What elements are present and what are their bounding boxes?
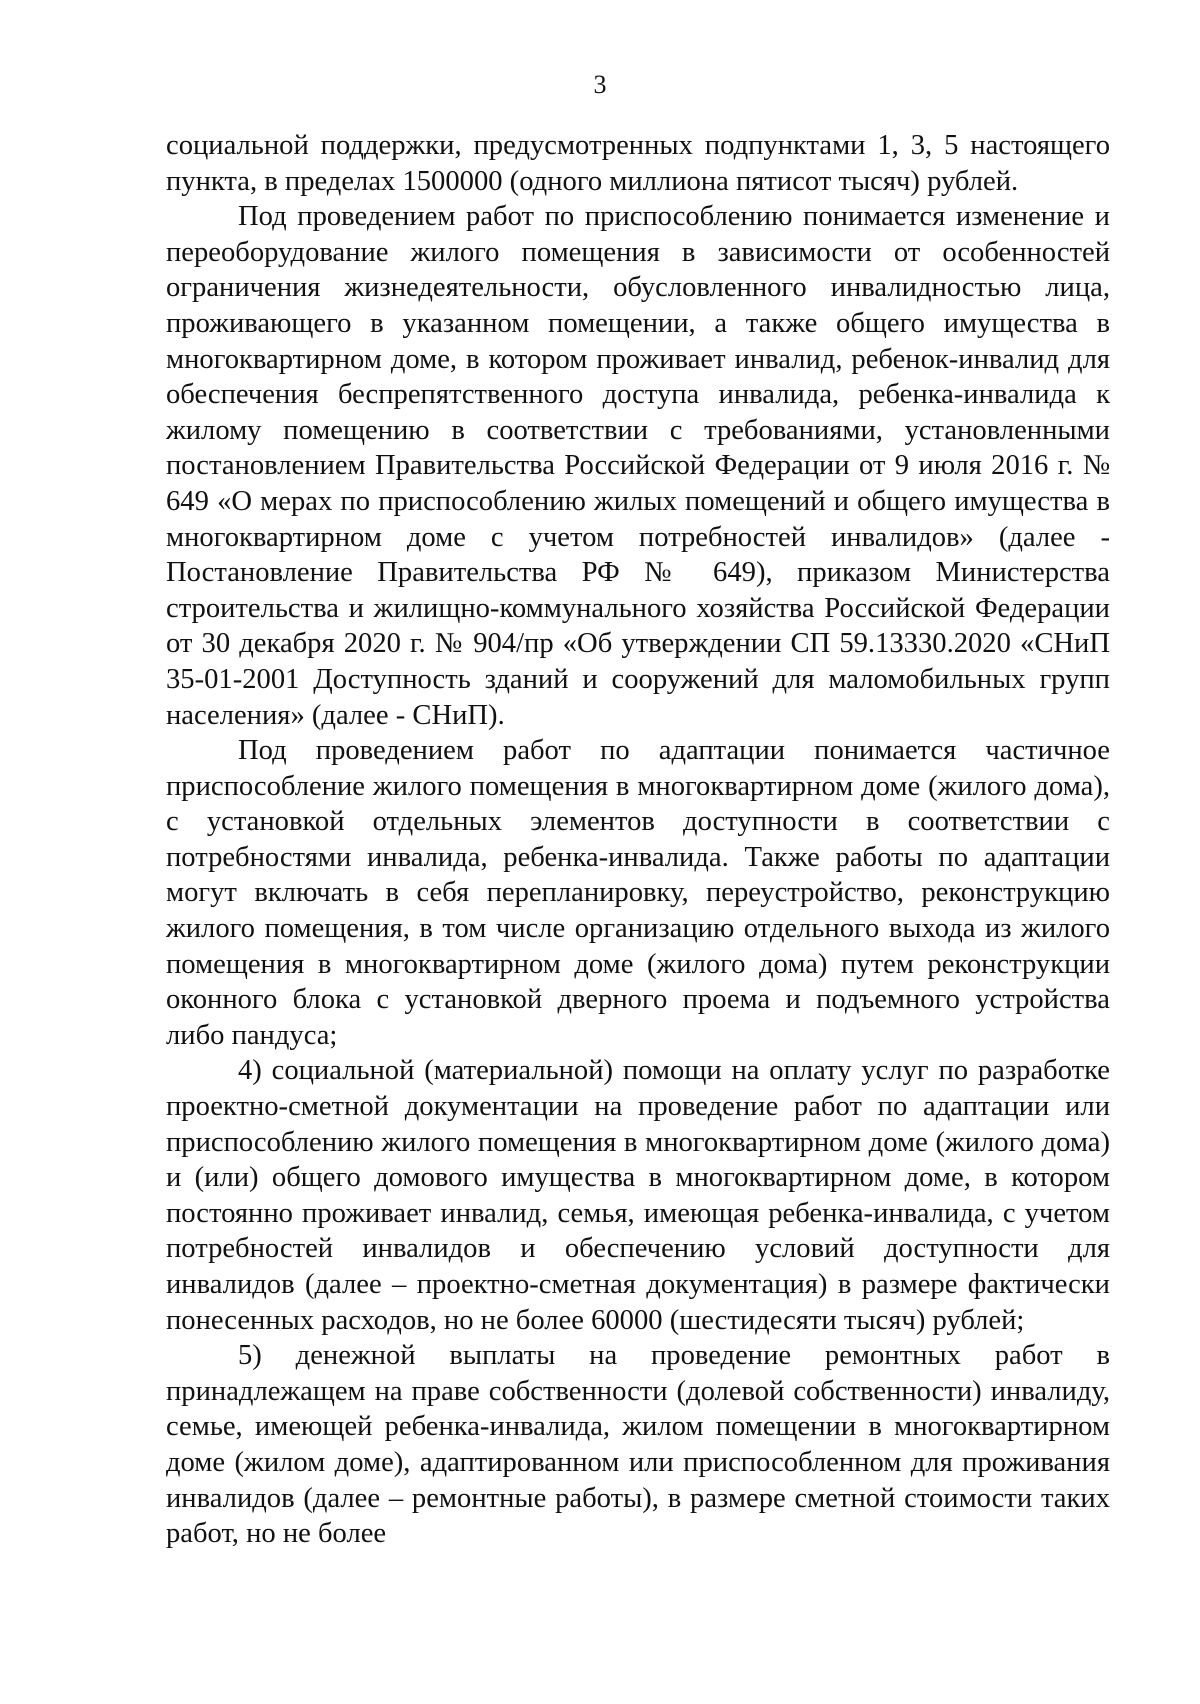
paragraph-adaptation-definition: Под проведением работ по приспособлению понимается изменение и переоборудование жилого помещения в зависимости от особенностей ограничения жизнедеятельности, обусловленного инвалидностью лица, проживающего в указанном помещении, а также общего имущества в многоквартирном доме, в котором проживает инвалид, ребенок-инвалид для обеспечения беспрепятственного доступа инвалида, ребенка-инвалида к жилому помещению в соответствии с требованиями, установленными постановлением Правительства Российской Федерации от 9 июля 2016 г. № 649 «О мерах по приспособлению жилых помещений и общего имущества в многоквартирном доме с учетом потребностей инвалидов» (далее - Постановление Правительства РФ № 649), приказом Министерства строительства и жилищно-коммунального хозяйства Российской Федерации от 30 декабря 2020 г. № 904/пр «Об утверждении СП 59.13330.2020 «СНиП 35-01-2001 Доступность зданий и сооружений для маломобильных групп населения» (далее - СНиП). xyxy=(166,201,1110,731)
paragraph-item-4: 4) социальной (материальной) помощи на оплату услуг по разработке проектно-сметной документации на проведение работ по адаптации или приспособлению жилого помещения в многоквартирном доме (жилого дома) и (или) общего домового имущества в многоквартирном доме, в котором постоянно проживает инвалид, семья, имеющая ребенка-инвалида, с учетом потребностей инвалидов и обеспечению условий доступности для инвалидов (далее – проектно-сметная документация) в размере фактически понесенных расходов, но не более 60000 (шестидесяти тысяч) рублей; xyxy=(166,1055,1110,1336)
paragraph-continuation: социальной поддержки, предусмотренных подпунктами 1, 3, 5 настоящего пункта, в пределах 1500000 (одного миллиона пятисот тысяч) рублей. xyxy=(166,130,1110,197)
paragraph-adaptation-works: Под проведением работ по адаптации понимается частичное приспособление жилого помещения в многоквартирном доме (жилого дома), с установкой отдельных элементов доступности в соответствии с потребностями инвалида, ребенка-инвалида. Также работы по адаптации могут включать в себя перепланировку, переустройство, реконструкцию жилого помещения, в том числе организацию отдельного выхода из жилого помещения в многоквартирном доме (жилого дома) путем реконструкции оконного блока с установкой дверного проема и подъемного устройства либо пандуса; xyxy=(166,735,1110,1051)
page-number: 3 xyxy=(593,70,607,99)
document-body xyxy=(166,128,1110,1552)
paragraph-item-5: 5) денежной выплаты на проведение ремонтных работ в принадлежащем на праве собственности (долевой собственности) инвалиду, семье, имеющей ребенка-инвалида, жилом помещении в многоквартирном доме (жилом доме), адаптированном или приспособленном для проживания инвалидов (далее – ремонтные работы), в размере сметной стоимости таких работ, но не более xyxy=(166,1340,1110,1550)
